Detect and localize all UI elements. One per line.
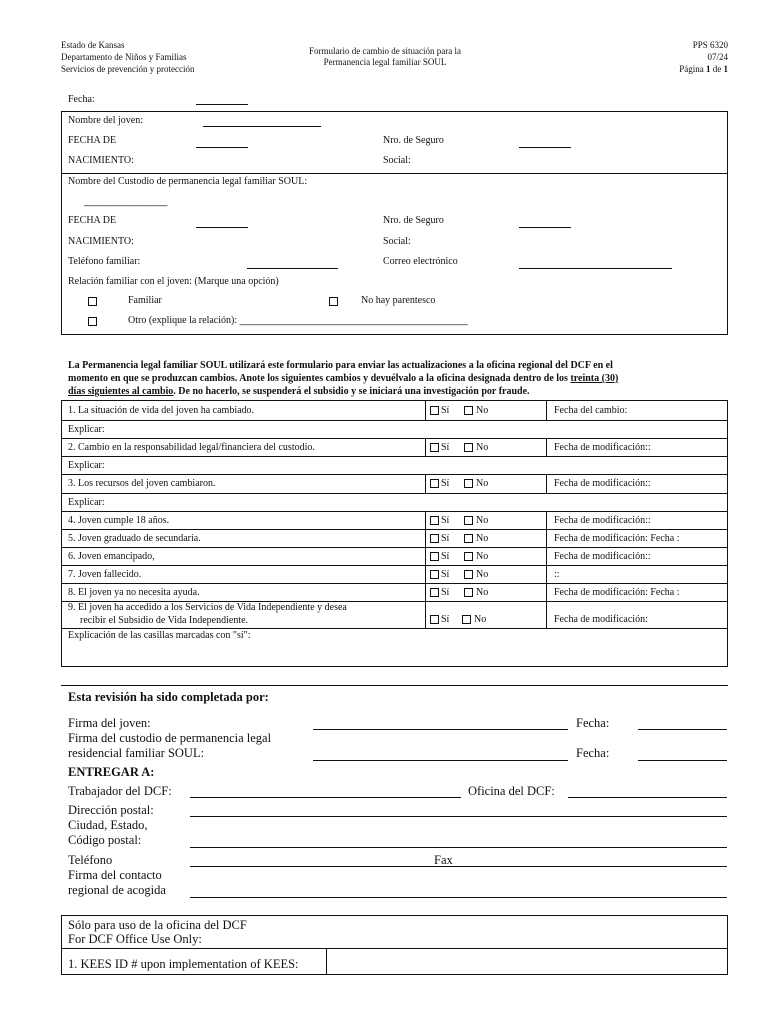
row5-no-label: No: [476, 533, 489, 544]
contacto-field[interactable]: [190, 897, 727, 898]
service-name: Servicios de prevención y protección: [61, 64, 195, 74]
row8-si-label: Sí: [441, 587, 450, 598]
page-number: 1: [706, 64, 711, 74]
change-row-6: 6. Joven emancipado,: [68, 551, 155, 562]
row4-no-checkbox[interactable]: [464, 516, 473, 525]
form-title-line2: Permanencia legal familiar SOUL: [323, 57, 447, 67]
row2-si-label: Sí: [441, 442, 450, 453]
department-name: Departamento de Niños y Familias: [61, 52, 187, 62]
page-of: de: [712, 64, 722, 74]
row6-si-label: Sí: [441, 551, 450, 562]
row3-explicar[interactable]: Explicar:: [68, 497, 105, 508]
custodian-ssn-label-1: Nro. de Seguro: [383, 215, 444, 226]
col-rule: [546, 474, 547, 493]
kees-id-label: 1. KEES ID # upon implementation of KEES:: [68, 957, 299, 971]
col-rule: [425, 511, 426, 628]
ciudad-codigo-field[interactable]: [190, 847, 727, 848]
nombre-joven-label: Nombre del joven:: [68, 115, 143, 126]
change-row-4: 4. Joven cumple 18 años.: [68, 515, 170, 526]
row9-si-checkbox[interactable]: [430, 615, 439, 624]
row7-no-label: No: [476, 569, 489, 580]
row2-no-label: No: [476, 442, 489, 453]
table-rule: [61, 565, 728, 566]
instructions-line2: [68, 373, 618, 384]
row1-explicar[interactable]: Explicar:: [68, 424, 105, 435]
kees-id-field[interactable]: [330, 950, 724, 972]
row3-date-label[interactable]: Fecha de modificación::: [554, 478, 651, 489]
row1-no-label: No: [476, 405, 489, 416]
firma-joven-fecha-label: Fecha:: [576, 716, 610, 730]
row3-si-label: Sí: [441, 478, 450, 489]
row7-si-label: Sí: [441, 569, 450, 580]
contacto-label-1: Firma del contacto: [68, 868, 162, 882]
row3-no-label: No: [476, 478, 489, 489]
row3-si-checkbox[interactable]: [430, 479, 439, 488]
change-row-2: 2. Cambio en la responsabilidad legal/financiera del custodio.: [68, 442, 315, 453]
youth-ssn-label-2: Social:: [383, 155, 411, 166]
page-indicator: [679, 64, 728, 76]
table-rule: [61, 438, 728, 439]
form-date: 07/24: [707, 52, 728, 62]
instructions-warning: . De no hacerlo, se suspenderá el subsidio y se iniciará una investigación por fraude.: [173, 386, 530, 397]
row9-no-label: No: [474, 614, 487, 625]
row8-si-checkbox[interactable]: [430, 588, 439, 597]
otro-checkbox[interactable]: [88, 317, 97, 326]
no-parentesco-checkbox[interactable]: [329, 297, 338, 306]
office-use-line2: For DCF Office Use Only:: [68, 932, 202, 946]
office-divider: [61, 948, 728, 949]
custodian-ssn-field[interactable]: [519, 227, 571, 228]
table-rule: [61, 511, 728, 512]
codigo-label: Código postal:: [68, 833, 142, 847]
row3-no-checkbox[interactable]: [464, 479, 473, 488]
info-divider: [61, 173, 728, 174]
row5-si-checkbox[interactable]: [430, 534, 439, 543]
direccion-label: Dirección postal:: [68, 803, 154, 817]
correo-field[interactable]: [519, 268, 672, 269]
row2-date-label[interactable]: Fecha de modificación::: [554, 442, 651, 453]
form-number: PPS 6320: [692, 40, 728, 50]
change-row-8: 8. El joven ya no necesita ayuda.: [68, 587, 200, 598]
relacion-label: Relación familiar con el joven: (Marque una opción): [68, 276, 279, 287]
row4-si-label: Sí: [441, 515, 450, 526]
table-rule: [61, 474, 728, 475]
otro-field[interactable]: _________________________________________: [239, 315, 468, 326]
table-rule: [61, 529, 728, 530]
trabajador-label: Trabajador del DCF:: [68, 784, 172, 798]
instructions-line3: [68, 386, 530, 397]
custodian-dob-field[interactable]: [196, 227, 248, 228]
row5-si-label: Sí: [441, 533, 450, 544]
state-name: Estado de Kansas: [61, 40, 125, 50]
correo-label: Correo electrónico: [383, 256, 458, 267]
row9-date-label[interactable]: Fecha de modificación:: [554, 614, 648, 625]
ciudad-label: Ciudad, Estado,: [68, 818, 148, 832]
contacto-label-2: regional de acogida: [68, 883, 166, 897]
col-rule: [546, 511, 547, 628]
change-row-3: 3. Los recursos del joven cambiaron.: [68, 478, 216, 489]
row2-no-checkbox[interactable]: [464, 443, 473, 452]
change-row-9-line2: recibir el Subsidio de Vida Independiente.: [80, 615, 249, 626]
row8-no-label: No: [476, 587, 489, 598]
custodian-dob-label-1: FECHA DE: [68, 215, 117, 226]
row7-no-checkbox[interactable]: [464, 570, 473, 579]
youth-dob-label-1: FECHA DE: [68, 135, 117, 146]
row9-no-checkbox[interactable]: [462, 615, 471, 624]
fax-label: Fax: [434, 853, 453, 867]
instructions-line2-text: momento en que se produzcan cambios. Anote los siguientes cambios y devuélvalo a la oficina designada dentro de los: [68, 373, 571, 384]
fecha-label: Fecha:: [68, 94, 95, 105]
row9-si-label: Sí: [441, 614, 450, 625]
col-rule: [546, 438, 547, 456]
row1-si-label: Sí: [441, 405, 450, 416]
firma-joven-field[interactable]: [313, 729, 568, 730]
row5-no-checkbox[interactable]: [464, 534, 473, 543]
col-rule: [425, 400, 426, 420]
telefono-fax-field[interactable]: [190, 866, 727, 867]
section-separator: [61, 685, 728, 686]
firma-custodio-field[interactable]: [313, 760, 568, 761]
youth-ssn-label-1: Nro. de Seguro: [383, 135, 444, 146]
col-rule: [546, 400, 547, 420]
page-label: Página: [679, 64, 704, 74]
table-rule: [61, 547, 728, 548]
telefono-label: Teléfono: [68, 853, 113, 867]
row5-date-label[interactable]: Fecha de modificación: Fecha :: [554, 533, 680, 544]
custodian-ssn-label-2: Social:: [383, 236, 411, 247]
explicacion-si-label[interactable]: Explicación de las casillas marcadas con "sí":: [68, 630, 251, 641]
row6-no-checkbox[interactable]: [464, 552, 473, 561]
form-title-line1: Formulario de cambio de situación para la: [309, 46, 461, 56]
no-parentesco-label: No hay parentesco: [361, 295, 436, 306]
table-rule: [61, 420, 728, 421]
firma-custodio-fecha-field[interactable]: [638, 760, 727, 761]
entregar-heading: ENTREGAR A:: [68, 765, 155, 779]
change-row-5: 5. Joven graduado de secundaria.: [68, 533, 201, 544]
custodio-field[interactable]: _______________: [84, 196, 168, 207]
change-row-1: 1. La situación de vida del joven ha cambiado.: [68, 405, 255, 416]
table-rule: [61, 493, 728, 494]
youth-dob-label-2: NACIMIENTO:: [68, 155, 134, 166]
otro-label: [128, 315, 468, 326]
familiar-checkbox[interactable]: [88, 297, 97, 306]
row2-explicar[interactable]: Explicar:: [68, 460, 105, 471]
row4-si-checkbox[interactable]: [430, 516, 439, 525]
row1-si-checkbox[interactable]: [430, 406, 439, 415]
office-col-rule: [326, 948, 327, 975]
firma-custodio-fecha-label: Fecha:: [576, 746, 610, 760]
row6-si-checkbox[interactable]: [430, 552, 439, 561]
firma-joven-fecha-field[interactable]: [638, 729, 727, 730]
change-row-7: 7. Joven fallecido.: [68, 569, 142, 580]
col-rule: [425, 438, 426, 456]
row8-no-checkbox[interactable]: [464, 588, 473, 597]
youth-dob-field[interactable]: [196, 147, 248, 148]
row7-si-checkbox[interactable]: [430, 570, 439, 579]
col-rule: [425, 474, 426, 493]
instructions-line1: La Permanencia legal familiar SOUL utilizará este formulario para enviar las actualizaciones a la oficina regional del DCF en el: [68, 360, 613, 371]
direccion-field[interactable]: [190, 816, 727, 817]
row1-date-label[interactable]: Fecha del cambio:: [554, 405, 628, 416]
instructions-days-after: días siguientes al cambio: [68, 386, 174, 397]
firma-custodio-label-1: Firma del custodio de permanencia legal: [68, 731, 272, 745]
row6-date-label[interactable]: Fecha de modificación::: [554, 551, 651, 562]
custodian-dob-label-2: NACIMIENTO:: [68, 236, 134, 247]
table-rule: [61, 456, 728, 457]
table-rule: [61, 628, 728, 629]
table-rule: [61, 583, 728, 584]
row1-no-checkbox[interactable]: [464, 406, 473, 415]
instructions-deadline: treinta (30): [570, 373, 619, 384]
custodio-label: Nombre del Custodio de permanencia legal familiar SOUL:: [68, 176, 308, 187]
telefono-familiar-label: Teléfono familiar:: [68, 256, 141, 267]
change-row-9-line1: 9. El joven ha accedido a los Servicios de Vida Independiente y desea: [68, 602, 347, 613]
row4-date-label[interactable]: Fecha de modificación::: [554, 515, 651, 526]
fecha-field[interactable]: [196, 104, 248, 105]
familiar-label: Familiar: [128, 295, 162, 306]
office-use-line1: Sólo para uso de la oficina del DCF: [68, 918, 247, 932]
oficina-field[interactable]: [568, 797, 727, 798]
nombre-joven-field[interactable]: [203, 126, 321, 127]
row4-no-label: No: [476, 515, 489, 526]
review-title: Esta revisión ha sido completada por:: [68, 690, 269, 704]
otro-text: Otro (explique la relación):: [128, 315, 240, 326]
oficina-label: Oficina del DCF:: [468, 784, 555, 798]
row7-date-label[interactable]: ::: [554, 569, 560, 580]
firma-custodio-label-2: residencial familiar SOUL:: [68, 746, 205, 760]
row6-no-label: No: [476, 551, 489, 562]
telefono-familiar-field[interactable]: [247, 268, 338, 269]
trabajador-field[interactable]: [190, 797, 461, 798]
firma-joven-label: Firma del joven:: [68, 716, 151, 730]
page-total: 1: [723, 64, 728, 74]
row8-date-label[interactable]: Fecha de modificación: Fecha :: [554, 587, 680, 598]
youth-ssn-field[interactable]: [519, 147, 571, 148]
row2-si-checkbox[interactable]: [430, 443, 439, 452]
